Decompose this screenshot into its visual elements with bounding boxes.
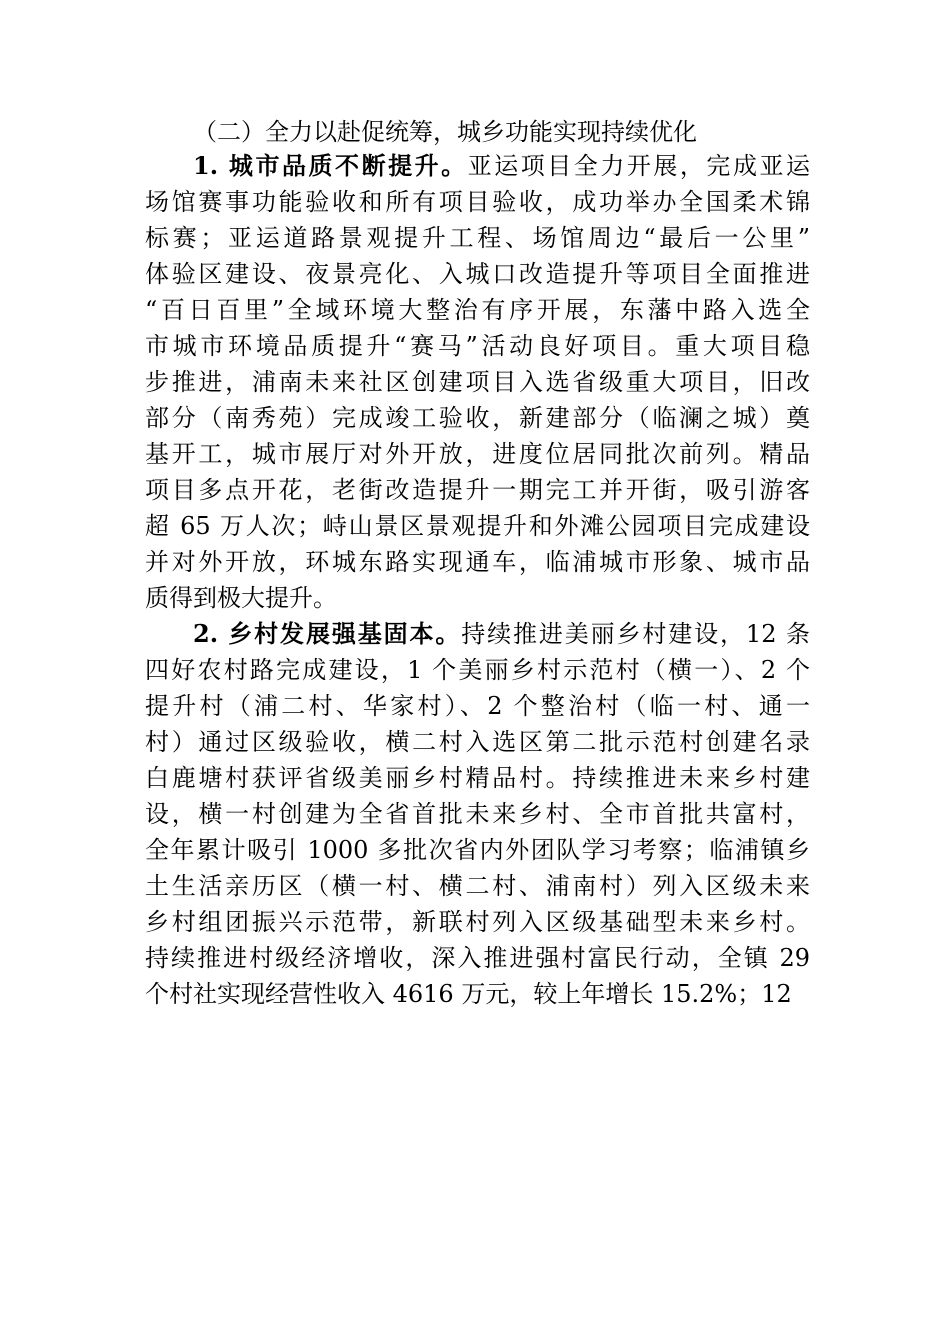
paragraph-2-line-10: 持续推进村级经济增收，深入推进强村富民行动，全镇 29 [145, 944, 810, 972]
paragraph-1-line-6: 市城市环境品质提升“赛马”活动良好项目。重大项目稳 [145, 332, 810, 360]
paragraph-1-line-4: 体验区建设、夜景亮化、入城口改造提升等项目全面推进 [145, 260, 810, 288]
paragraph-2-line-4: 村）通过区级验收，横二村入选区第二批示范村创建名录 [145, 728, 810, 756]
paragraph-2-line-2: 四好农村路完成建设，1 个美丽乡村示范村（横一）、2 个 [145, 656, 810, 684]
paragraph-2-line-9: 乡村组团振兴示范带，新联村列入区级基础型未来乡村。 [145, 908, 810, 936]
paragraph-2-line-5: 白鹿塘村获评省级美丽乡村精品村。持续推进未来乡村建 [145, 764, 810, 792]
paragraph-1-line-7: 步推进，浦南未来社区创建项目入选省级重大项目，旧改 [145, 368, 810, 396]
paragraph-1-line-10: 项目多点开花，老街改造提升一期完工并开街，吸引游客 [145, 476, 810, 504]
section-heading: （二）全力以赴促统筹，城乡功能实现持续优化 [193, 118, 697, 146]
paragraph-1-line-2: 场馆赛事功能验收和所有项目验收，成功举办全国柔术锦 [145, 188, 810, 216]
paragraph-2-line-6: 设，横一村创建为全省首批未来乡村、全市首批共富村， [145, 800, 810, 828]
paragraph-2-line-11: 个村社实现经营性收入 4616 万元，较上年增长 15.2%；12 [145, 980, 792, 1008]
paragraph-1-line-5: “百日百里”全域环境大整治有序开展，东藩中路入选全 [145, 296, 810, 324]
paragraph-2-line-7: 全年累计吸引 1000 多批次省内外团队学习考察；临浦镇乡 [145, 836, 810, 864]
paragraph-2-line-3: 提升村（浦二村、华家村）、2 个整治村（临一村、通一 [145, 692, 810, 720]
paragraph-1-line-1 [193, 149, 810, 183]
paragraph-1-line-11: 超 65 万人次；峙山景区景观提升和外滩公园项目完成建设 [145, 512, 810, 540]
paragraph-1-line-1-text: 亚运项目全力开展，完成亚运 [467, 152, 811, 180]
paragraph-1-line-3: 标赛；亚运道路景观提升工程、场馆周边“最后一公里” [145, 224, 810, 252]
paragraph-1-line-9: 基开工，城市展厅对外开放，进度位居同批次前列。精品 [145, 440, 810, 468]
paragraph-2-line-1-text: 持续推进美丽乡村建设，12 条 [461, 620, 810, 648]
paragraph-1-line-12: 并对外开放，环城东路实现通车，临浦城市形象、城市品 [145, 548, 810, 576]
paragraph-2-line-1 [193, 617, 810, 651]
paragraph-1-line-8: 部分（南秀苑）完成竣工验收，新建部分（临澜之城）奠 [145, 404, 810, 432]
paragraph-1-line-13: 质得到极大提升。 [145, 584, 337, 612]
paragraph-2-title: 2. 乡村发展强基固本。 [193, 619, 462, 648]
paragraph-2-line-8: 土生活亲历区（横一村、横二村、浦南村）列入区级未来 [145, 872, 810, 900]
paragraph-1-title: 1. 城市品质不断提升。 [193, 151, 468, 180]
